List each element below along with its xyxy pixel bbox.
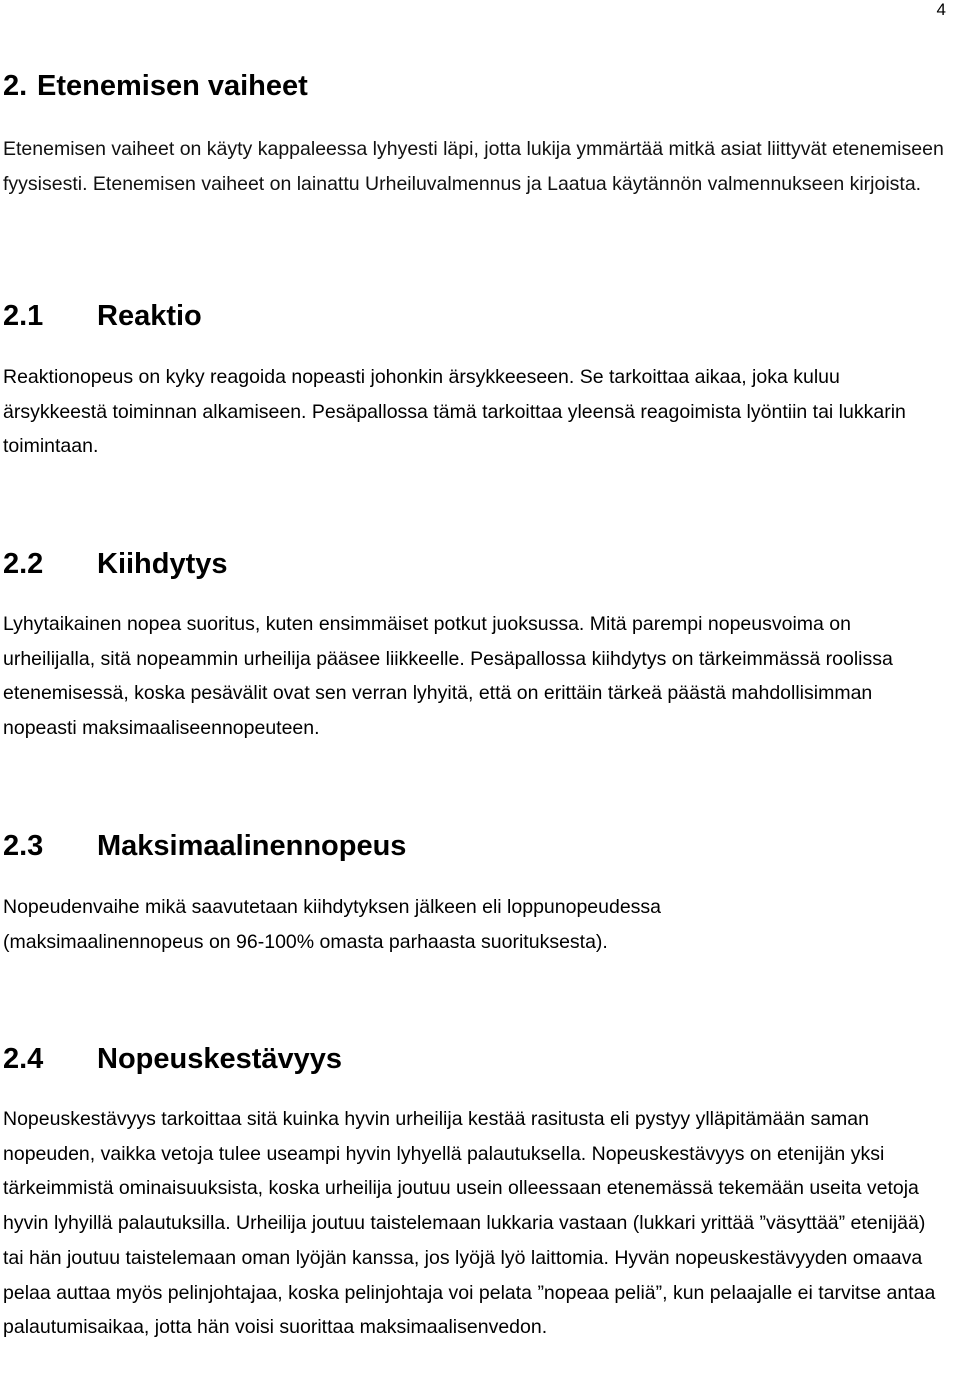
section-number: 2.3 [3, 830, 44, 862]
intro-paragraph: Etenemisen vaiheet on käyty kappaleessa lyhyesti läpi, jotta lukija ymmärtää mitkä asiat liittyvät etenemiseen fyysisesti. Etenemisen vaiheet on lainattu Urheiluvalmennus ja Laatua käytännön valmennukseen kirjoista. [3, 138, 944, 195]
section-number: 2.2 [3, 548, 44, 580]
main-heading-number: 2. [3, 70, 28, 102]
section-title: Reaktio [97, 300, 202, 332]
section-title: Maksimaalinennopeus [97, 830, 407, 862]
section-body-reaktio: Reaktionopeus on kyky reagoida nopeasti johonkin ärsykkeeseen. Se tarkoittaa aikaa, joka kuluu ärsykkeestä toiminnan alkamiseen. Pesäpallossa tämä tarkoittaa yleensä reagoimista lyöntiin tai lukkarin toimintaan. [3, 366, 906, 458]
section-number: 2.1 [3, 300, 44, 332]
section-title: Kiihdytys [97, 548, 228, 580]
section-heading-maksimaalinennopeus [3, 826, 406, 866]
section-title: Nopeuskestävyys [97, 1043, 343, 1075]
section-number: 2.4 [3, 1043, 44, 1075]
section-heading-nopeuskestavyys [3, 1039, 342, 1079]
main-heading-title: Etenemisen vaiheet [37, 70, 308, 102]
page-number: 4 [936, 0, 946, 19]
main-heading [3, 66, 308, 106]
section-heading-reaktio [3, 296, 202, 336]
section-body-nopeuskestavyys: Nopeuskestävyys tarkoittaa sitä kuinka hyvin urheilija kestää rasitusta eli pystyy ylläpitämään saman nopeuden, vaikka vetoja tulee useampi hyvin lyhyellä palautuksella. Nopeuskestävyys on etenijän yksi tärkeimmistä ominaisuuksista, koska urheilija joutuu usein olleessaan etenemässä tekemään useita vetoja hyvin lyhyillä palautuksilla. Urheilija joutuu taistelemaan lukkaria vastaan (lukkari yrittää ”väsyttää” etenijää) tai hän joutuu taistelemaan oman lyöjän kanssa, jos lyöjä lyö laittomia. Hyvän nopeuskestävyyden omaava pelaa auttaa myös pelinjohtajaa, koska pelinjohtaja voi pelata ”nopeaa peliä”, kun pelaajalle ei tarvitse antaa palautumisaikaa, jotta hän voisi suorittaa maksimaalisenvedon. [3, 1108, 936, 1339]
section-body-kiihdytys: Lyhytaikainen nopea suoritus, kuten ensimmäiset potkut juoksussa. Mitä parempi nopeusvoima on urheilijalla, sitä nopeammin urheilija pääsee liikkeelle. Pesäpallossa kiihdytys on tärkeimmässä roolissa etenemisessä, koska pesävälit ovat sen verran lyhyitä, että on erittäin tärkeä päästä mahdollisimman nopeasti maksimaaliseennopeuteen. [3, 613, 893, 740]
section-body-maksimaalinennopeus: Nopeudenvaihe mikä saavutetaan kiihdytyksen jälkeen eli loppunopeudessa (maksimaalinennopeus on 96-100% omasta parhaasta suorituksesta). [3, 896, 662, 953]
section-heading-kiihdytys [3, 544, 228, 584]
